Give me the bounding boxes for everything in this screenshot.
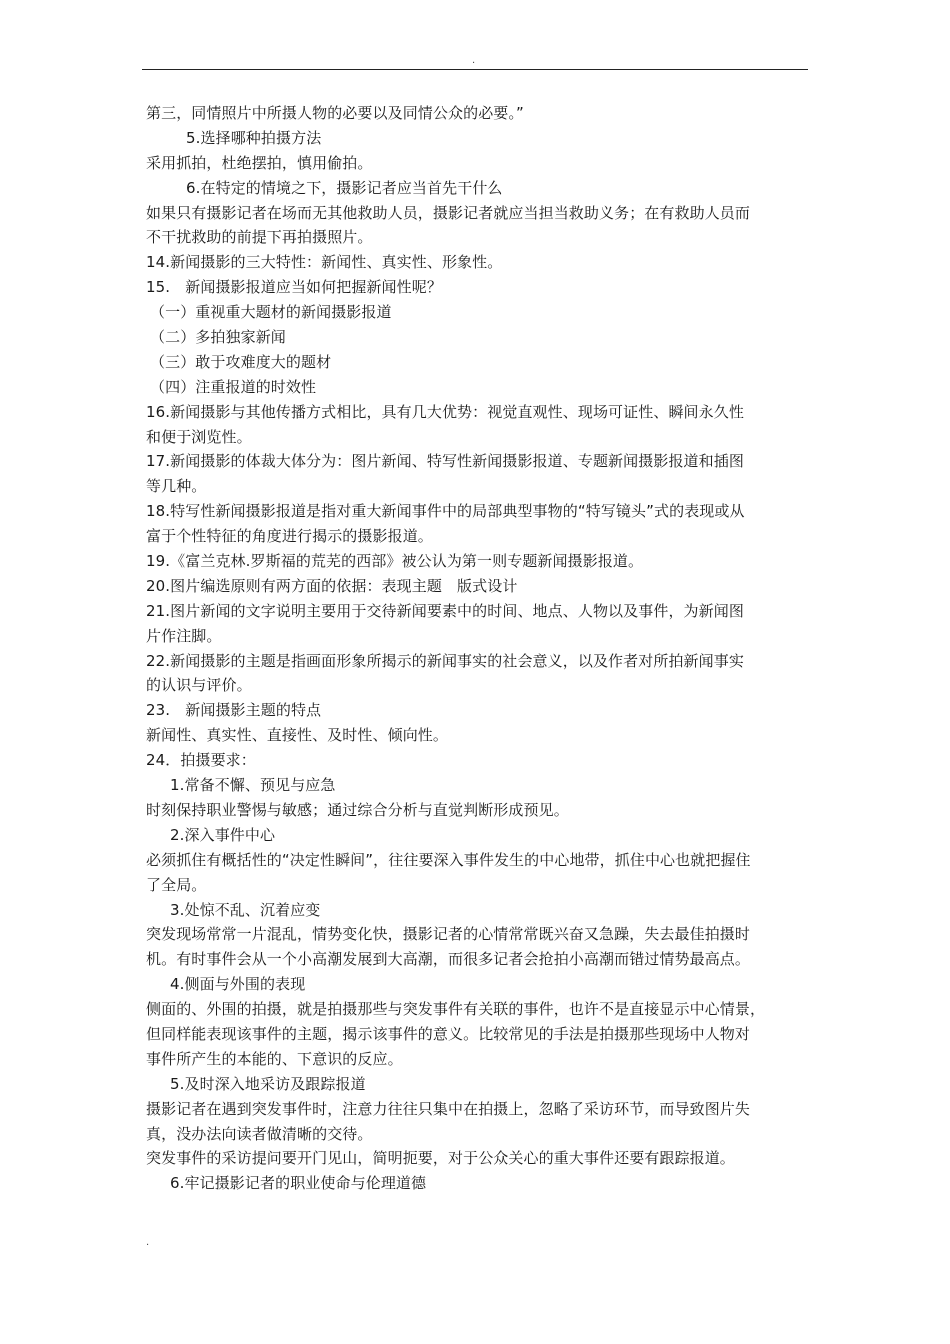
text-line: 17.新闻摄影的体裁大体分为：图片新闻、特写性新闻摄影报道、专题新闻摄影报道和插图 [146, 452, 744, 471]
text-line: 16.新闻摄影与其他传播方式相比，具有几大优势：视觉直观性、现场可证性、瞬间永久性 [146, 402, 744, 421]
document-body [146, 101, 812, 1196]
text-line: 的认识与评价。 [146, 676, 252, 695]
text-line: 富于个性特征的角度进行揭示的摄影报道。 [146, 527, 433, 546]
footer-mark: . [146, 1237, 150, 1248]
subheading: 5.及时深入地采访及跟踪报道 [170, 1074, 366, 1093]
text-line: 必须抓住有概括性的“决定性瞬间”，往往要深入事件发生的中心地带，抓住中心也就把握住 [146, 850, 751, 869]
subheading: 3.处惊不乱、沉着应变 [170, 900, 321, 919]
text-line: 23. 新闻摄影主题的特点 [146, 701, 322, 720]
text-line: 15. 新闻摄影报道应当如何把握新闻性呢？ [146, 278, 442, 297]
list-item: （三）敢于攻难度大的题材 [150, 352, 332, 371]
list-item: （二）多拍独家新闻 [150, 328, 286, 347]
text-line: 20.图片编选原则有两方面的依据：表现主题 版式设计 [146, 576, 518, 595]
text-line: 不干扰救助的前提下再拍摄照片。 [146, 228, 373, 247]
text-line: 24．拍摄要求： [146, 751, 256, 770]
text-line: 时刻保持职业警惕与敏感；通过综合分析与直觉判断形成预见。 [146, 800, 569, 819]
text-line: 新闻性、真实性、直接性、及时性、倾向性。 [146, 726, 449, 745]
subheading: 6.在特定的情境之下，摄影记者应当首先干什么 [186, 178, 503, 197]
text-line: 事件所产生的本能的、下意识的反应。 [146, 1049, 403, 1068]
text-line: 突发现场常常一片混乱，情势变化快，摄影记者的心情常常既兴奋又急躁，失去最佳拍摄时 [146, 925, 751, 944]
text-line: 19.《富兰克林.罗斯福的荒芜的西部》被公认为第一则专题新闻摄影报道。 [146, 552, 644, 571]
text-line: 21.图片新闻的文字说明主要用于交待新闻要素中的时间、地点、人物以及事件，为新闻图 [146, 601, 744, 620]
header-rule [142, 69, 808, 70]
text-line: 22.新闻摄影的主题是指画面形象所揭示的新闻事实的社会意义，以及作者对所拍新闻事实 [146, 651, 744, 670]
text-line: 摄影记者在遇到突发事件时，注意力往往只集中在拍摄上，忽略了采访环节，而导致图片失 [146, 1099, 751, 1118]
text-line: 突发事件的采访提问要开门见山，简明扼要，对于公众关心的重大事件还要有跟踪报道。 [146, 1149, 735, 1168]
text-line: 等几种。 [146, 477, 207, 496]
text-line: 14.新闻摄影的三大特性：新闻性、真实性、形象性。 [146, 253, 503, 272]
text-line: 18.特写性新闻摄影报道是指对重大新闻事件中的局部典型事物的“特写镜头”式的表现或从 [146, 502, 745, 521]
header-mark: . [472, 55, 476, 66]
text-line: 如果只有摄影记者在场而无其他救助人员，摄影记者就应当担当救助义务；在有救助人员而 [146, 203, 751, 222]
text-line: 侧面的、外围的拍摄，就是拍摄那些与突发事件有关联的事件，也许不是直接显示中心情景， [146, 1000, 766, 1019]
text-line: 采用抓拍，杜绝摆拍，慎用偷拍。 [146, 153, 373, 172]
subheading: 4.侧面与外围的表现 [170, 975, 306, 994]
list-item: （四）注重报道的时效性 [150, 377, 317, 396]
text-line: 片作注脚。 [146, 626, 222, 645]
text-line: 真，没办法向读者做清晰的交待。 [146, 1124, 373, 1143]
subheading: 1.常备不懈、预见与应急 [170, 776, 336, 795]
text-line: 了全局。 [146, 875, 207, 894]
text-line: 第三，同情照片中所摄人物的必要以及同情公众的必要。” [146, 104, 524, 122]
subheading: 5.选择哪种拍摄方法 [186, 128, 322, 147]
text-line: 机。有时事件会从一个小高潮发展到大高潮，而很多记者会抢拍小高潮而错过情势最高点。 [146, 950, 751, 969]
list-item: （一）重视重大题材的新闻摄影报道 [150, 303, 392, 322]
text-line: 但同样能表现该事件的主题，揭示该事件的意义。比较常见的手法是拍摄那些现场中人物对 [146, 1024, 751, 1043]
subheading: 2.深入事件中心 [170, 825, 276, 844]
subheading: 6.牢记摄影记者的职业使命与伦理道德 [170, 1174, 427, 1193]
text-line: 和便于浏览性。 [146, 427, 252, 446]
